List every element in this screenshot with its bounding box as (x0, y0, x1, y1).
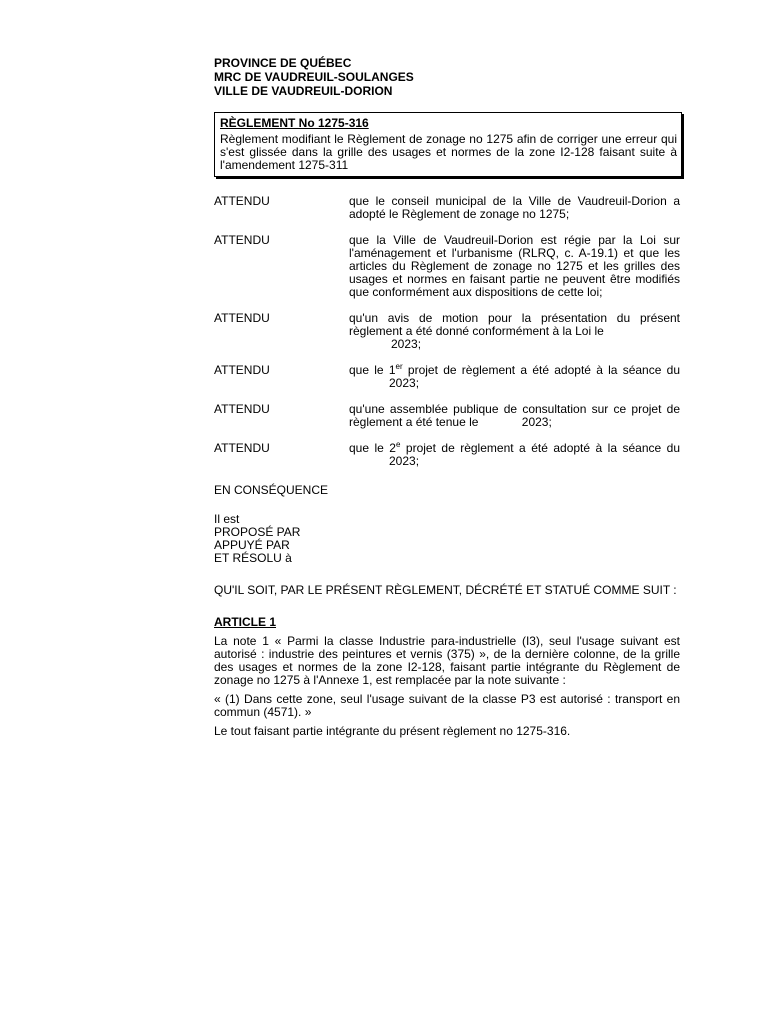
attendu-item (214, 234, 680, 299)
attendu-text-b: projet de règlement a été adopté à la séance du (400, 441, 680, 455)
mrc-line: MRC DE VAUDREUIL-SOULANGES (214, 70, 414, 84)
considerants (214, 195, 680, 468)
et-resolu-line: ET RÉSOLU à (214, 551, 292, 565)
propose-par-line: PROPOSÉ PAR (214, 525, 301, 539)
il-est-line: Il est (214, 512, 240, 526)
reglement-description: Règlement modifiant le Règlement de zonage no 1275 afin de corriger une erreur qui s'est glissée dans la grille des usages et normes de la zone I2-128 faisant suite à l'amendement 1275-311 (220, 132, 677, 172)
province-line: PROVINCE DE QUÉBEC (214, 56, 352, 70)
ville-line: VILLE DE VAUDREUIL-DORION (214, 84, 393, 98)
document-header (214, 56, 680, 98)
article-paragraph: « (1) Dans cette zone, seul l'usage suivant de la classe P3 est autorisé : transport en commun (4571). » (214, 692, 680, 719)
attendu-label: ATTENDU (214, 311, 270, 325)
attendu-label: ATTENDU (214, 233, 270, 247)
reglement-box (214, 112, 682, 177)
attendu-text-before: qu'un avis de motion pour la présentation du présent règlement a été donné conformément à la Loi le (349, 311, 680, 338)
attendu-label: ATTENDU (214, 194, 270, 208)
document-page (214, 56, 680, 738)
decree-statement: QU'IL SOIT, PAR LE PRÉSENT RÈGLEMENT, DÉCRÉTÉ ET STATUÉ COMME SUIT : (214, 583, 677, 597)
attendu-text-a: que le 1 (349, 363, 396, 377)
reglement-title: RÈGLEMENT No 1275-316 (220, 116, 369, 130)
attendu-text-a: que le 2 (349, 441, 396, 455)
attendu-text (349, 364, 680, 390)
article-title: ARTICLE 1 (214, 615, 277, 629)
attendu-label: ATTENDU (214, 441, 270, 455)
attendu-date: 2023; (389, 454, 420, 468)
en-consequence: EN CONSÉQUENCE (214, 483, 329, 497)
attendu-text-before: qu'une assemblée publique de consultation sur ce projet de règlement a été tenue le (349, 402, 680, 429)
ordinal-suffix: e (395, 440, 401, 449)
attendu-item (214, 195, 680, 221)
attendu-text: que le conseil municipal de la Ville de Vaudreuil-Dorion a adopté le Règlement de zonage no 1275; (349, 194, 680, 221)
article-paragraph: La note 1 « Parmi la classe Industrie para-industrielle (I3), seul l'usage suivant est autorisé : industrie des peintures et vernis (375) », de la dernière colonne, de la grille des usages et normes de la zone I2-128, faisant partie intégrante du Règlement de zonage no 1275 à l'Annexe 1, est remplacée par la note suivante : (214, 634, 680, 687)
attendu-text-b: projet de règlement a été adopté à la séance du (402, 363, 681, 377)
attendu-item (214, 312, 680, 351)
article-paragraph: Le tout faisant partie intégrante du présent règlement no 1275-316. (214, 724, 571, 738)
attendu-text (349, 442, 680, 468)
attendu-text (349, 312, 680, 351)
attendu-date: 2023; (391, 337, 422, 351)
attendu-label: ATTENDU (214, 363, 270, 377)
attendu-text: que la Ville de Vaudreuil-Dorion est régie par la Loi sur l'aménagement et l'urbanisme (RLRQ, c. A-19.1) et que les articles du Règlement de zonage no 1275 et les grilles des usages et normes en faisant partie ne peuvent être modifiés que conformément aux dispositions de cette loi; (349, 233, 680, 299)
attendu-item (214, 442, 680, 468)
attendu-text (349, 403, 680, 429)
attendu-item (214, 364, 680, 390)
resolution-block (214, 513, 680, 565)
attendu-date: 2023; (389, 376, 420, 390)
ordinal-suffix: er (395, 362, 403, 371)
attendu-label: ATTENDU (214, 402, 270, 416)
appuye-par-line: APPUYÉ PAR (214, 538, 290, 552)
attendu-item (214, 403, 680, 429)
attendu-date: 2023; (521, 415, 552, 429)
